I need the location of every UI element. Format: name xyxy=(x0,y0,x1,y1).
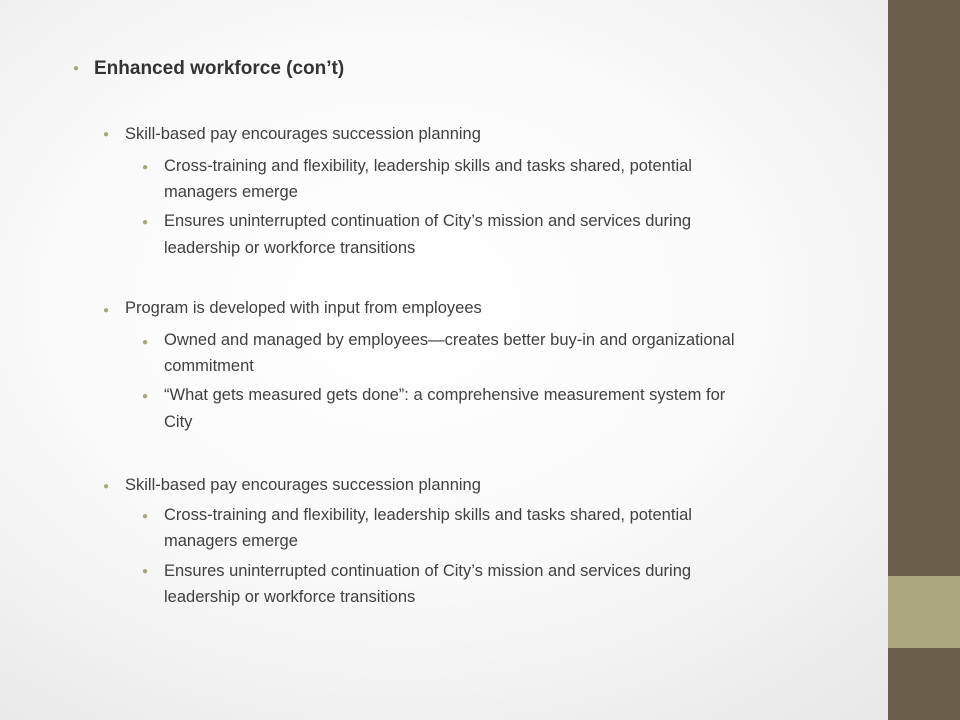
bullet-dot-icon: ● xyxy=(142,511,149,522)
list-item-line: managers emerge xyxy=(164,532,298,550)
bullet-dot-icon: ● xyxy=(103,129,110,140)
list-item-line: leadership or workforce transitions xyxy=(164,588,416,606)
list-item-line: Ensures uninterrupted continuation of City’s mission and services during xyxy=(164,212,692,230)
list-item-line: Cross-training and flexibility, leadership skills and tasks shared, potential xyxy=(164,506,692,524)
bullet-dot-icon: ● xyxy=(142,566,149,577)
bullet-dot-icon: ● xyxy=(142,391,149,402)
bullet-dot-icon: ● xyxy=(73,63,80,74)
section-title: Skill-based pay encourages succession planning xyxy=(125,476,481,494)
sidebar-accent-block xyxy=(888,576,960,648)
list-item-line: “What gets measured gets done”: a comprehensive measurement system for xyxy=(164,386,726,404)
list-item-line: managers emerge xyxy=(164,183,298,201)
list-item-line: leadership or workforce transitions xyxy=(164,239,416,257)
list-item-line: commitment xyxy=(164,357,254,375)
bullet-dot-icon: ● xyxy=(103,481,110,492)
bullet-dot-icon: ● xyxy=(103,305,110,316)
slide-heading: Enhanced workforce (con’t) xyxy=(94,58,345,79)
bullet-dot-icon: ● xyxy=(142,217,149,228)
sidebar-dark-block xyxy=(888,0,960,576)
bullet-dot-icon: ● xyxy=(142,337,149,348)
decorative-sidebar xyxy=(888,0,960,720)
list-item-line: City xyxy=(164,413,193,431)
bullet-dot-icon: ● xyxy=(142,162,149,173)
list-item-line: Owned and managed by employees—creates better buy-in and organizational xyxy=(164,331,735,349)
list-item-line: Ensures uninterrupted continuation of City’s mission and services during xyxy=(164,562,692,580)
sidebar-dark-block-bottom xyxy=(888,648,960,720)
section-title: Program is developed with input from employees xyxy=(125,299,482,317)
section-title: Skill-based pay encourages succession planning xyxy=(125,125,481,143)
list-item-line: Cross-training and flexibility, leadership skills and tasks shared, potential xyxy=(164,157,692,175)
